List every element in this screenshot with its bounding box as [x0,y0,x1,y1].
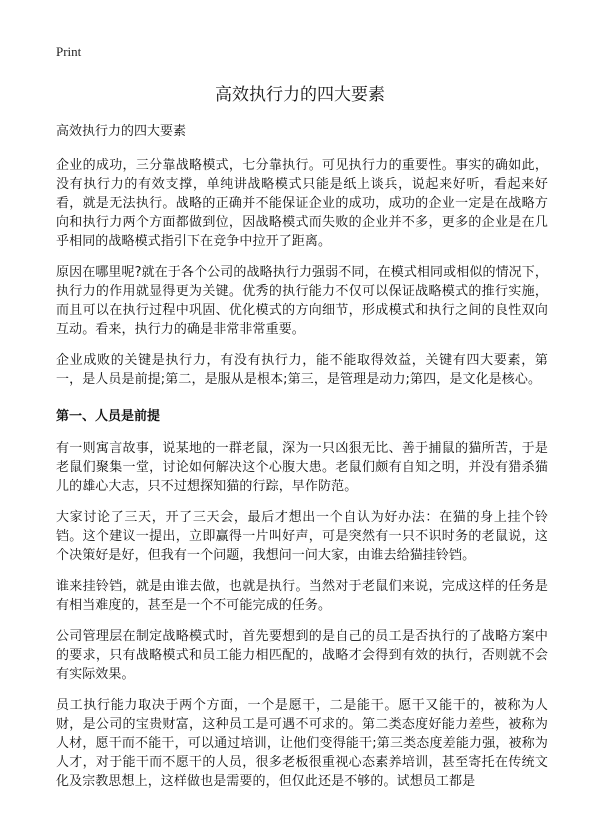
section1-paragraph-3: 谁来挂铃铛，就是由谁去做，也就是执行。当然对于老鼠们来说，完成这样的任务是有相当难度的，甚至是一个不可能完成的任务。 [56,579,548,613]
intro-paragraph-2: 原因在哪里呢?就在于各个公司的战略执行力强弱不同，在模式相同或相似的情况下，执行力的作用就显得更为关键。优秀的执行能力不仅可以保证战略模式的推行实施，而且可以在执行过程中巩固、优化模式的方向细节，形成模式和执行之间的良性双向互动。看来，执行力的确是非常非常重要。 [56,265,548,337]
section-heading-1: 第一、人员是前提 [56,409,161,424]
intro-paragraph-3: 企业成败的关键是执行力，有没有执行力，能不能取得效益，关键有四大要素，第一，是人员是前提;第二，是服从是根本;第三，是管理是动力;第四，是文化是核心。 [56,353,548,387]
article-subtitle: 高效执行力的四大要素 [56,124,187,139]
section1-paragraph-1: 有一则寓言故事，说某地的一群老鼠，深为一只凶狠无比、善于捕鼠的猫所苦，于是老鼠们聚集一堂，讨论如何解决这个心腹大患。老鼠们颇有自知之明，并没有猎杀猫儿的雄心大志，只不过想探知猫的行踪，早作防范。 [56,441,548,494]
print-link[interactable]: Print [56,44,82,59]
section1-paragraph-4: 公司管理层在制定战略模式时，首先要想到的是自己的员工是否执行的了战略方案中的要求，只有战略模式和员工能力相匹配的，战略才会得到有效的执行，否则就不会有实际效果。 [56,629,548,682]
section1-paragraph-5: 员工执行能力取决于两个方面，一个是愿干，二是能干。愿干又能干的，被称为人财，是公司的宝贵财富，这种员工是可遇不可求的。第二类态度好能力差些，被称为人材，愿干而不能干，可以通过培训，让他们变得能干;第三类态度差能力强，被称为人才，对于能干而不愿干的人员，很多老板很重视心态素养培训，甚至寄托在传统文化及宗教思想上，这样做也是需要的，但仅此还是不够的。试想员工都是 [56,698,548,789]
section1-paragraph-2: 大家讨论了三天，开了三天会，最后才想出一个自认为好办法：在猫的身上挂个铃铛。这个建议一提出，立即赢得一片叫好声，可是突然有一只不识时务的老鼠说，这个决策好是好，但我有一个问题，我想问一问大家，由谁去给猫挂铃铛。 [56,510,548,563]
article-body [56,122,548,803]
page-title: 高效执行力的四大要素 [215,85,385,105]
intro-paragraph-1: 企业的成功，三分靠战略模式，七分靠执行。可见执行力的重要性。事实的确如此，没有执行力的有效支撑，单纯讲战略模式只能是纸上谈兵，说起来好听，看起来好看，就是无法执行。战略的正确并不能保证企业的成功，成功的企业一定是在战略方向和执行力两个方面都做到位，因战略模式而失败的企业并不多，更多的企业是在几乎相同的战略模式指引下在竞争中拉开了距离。 [56,158,548,249]
